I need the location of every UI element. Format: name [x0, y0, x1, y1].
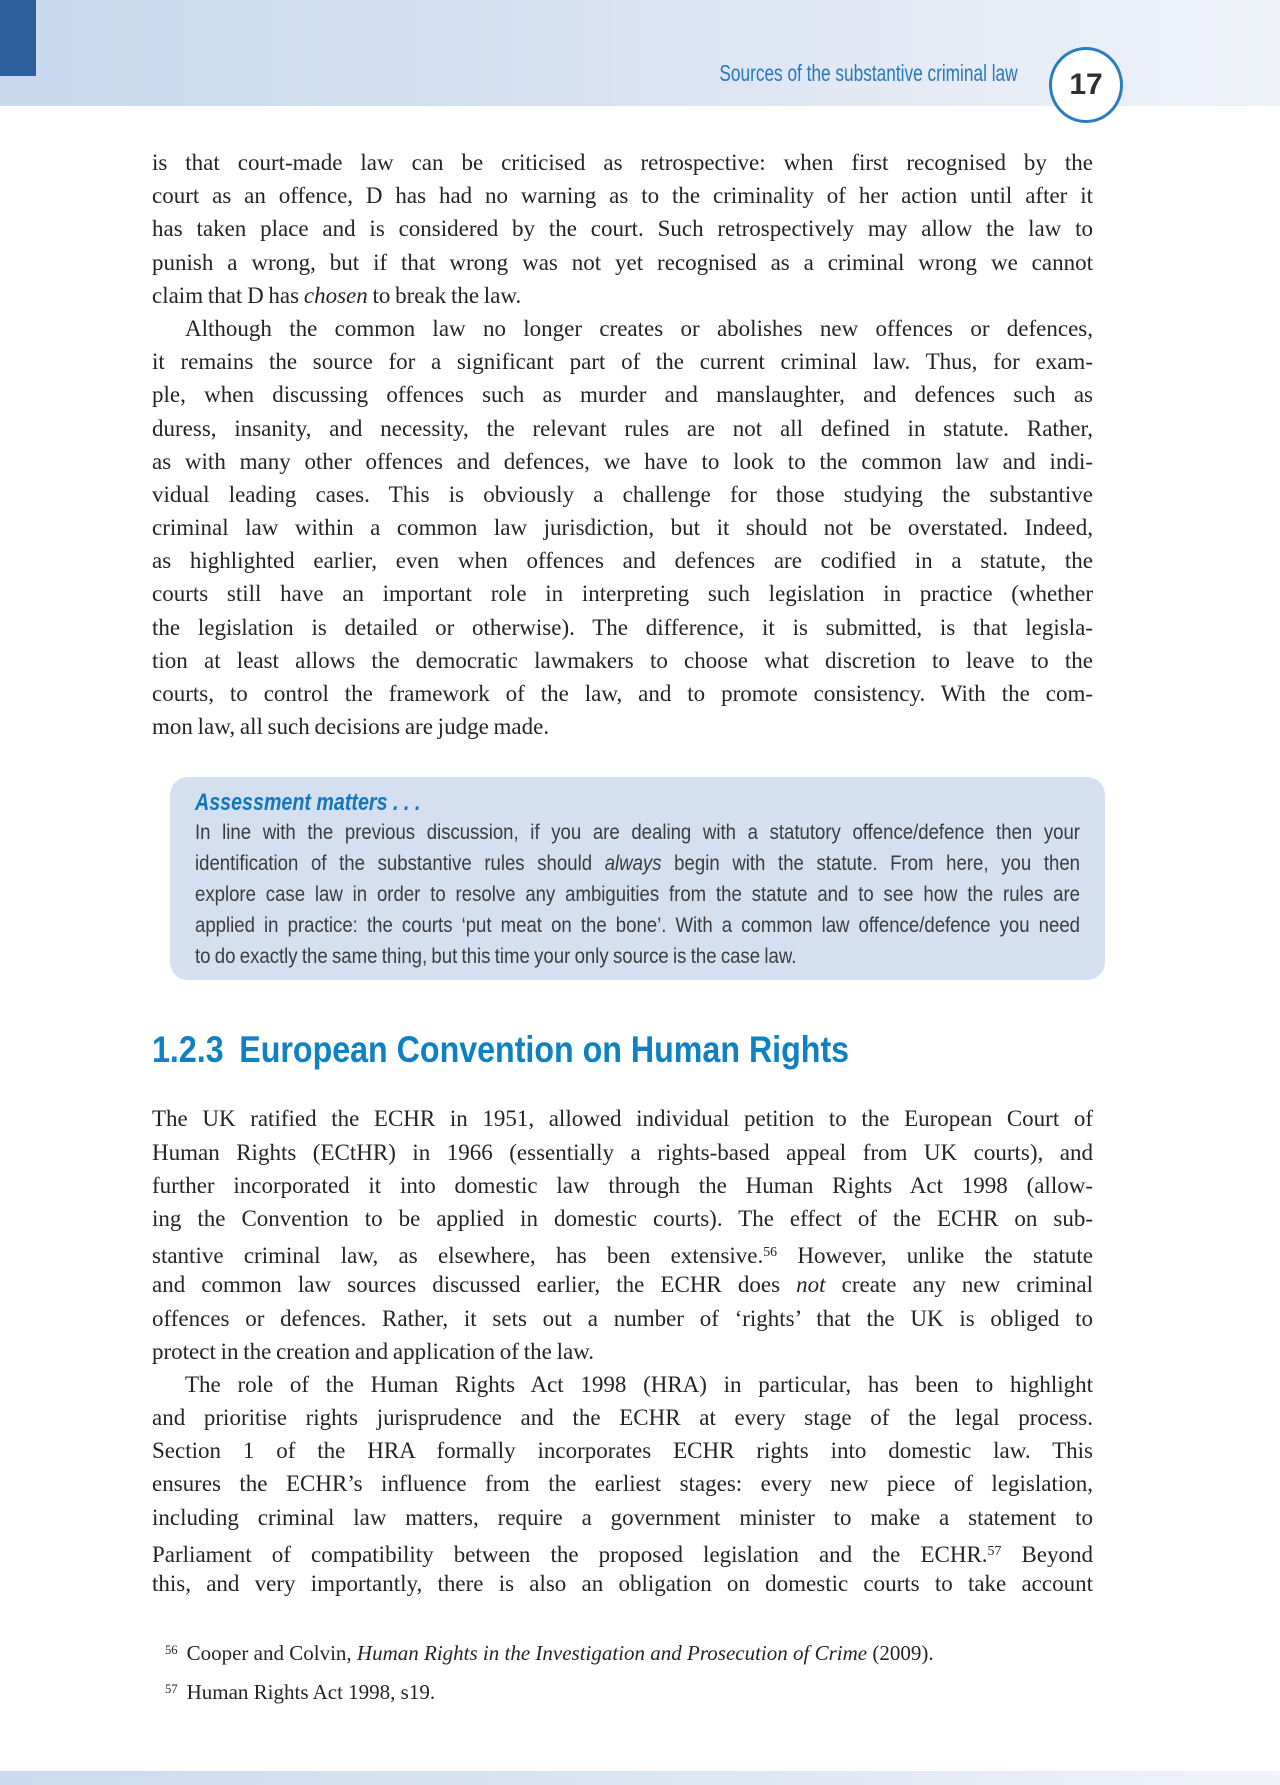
footnote-number: 56 [165, 1643, 178, 1658]
footnote-number: 57 [165, 1682, 178, 1697]
footnote-text: Human Rights Act 1998, s19. [186, 1680, 436, 1705]
page-header [0, 0, 1280, 106]
section-heading [152, 1028, 971, 1072]
text-line: stantive criminal law, as elsewhere, has been extensive.$^{56}$ However, unlike the statute [152, 1243, 1093, 1269]
text-line: courts, to control the framework of the law, and to promote consistency. With the com- [152, 681, 1093, 706]
text-line: claim that D has chosen to break the law. [152, 282, 522, 308]
text-line: The UK ratified the ECHR in 1951, allowed individual petition to the European Court of [152, 1106, 1093, 1132]
footnote [165, 1671, 1093, 1710]
text-line: ple, when discussing offences such as murder and manslaughter, and defences such as [152, 382, 1093, 408]
text-line: and prioritise rights jurisprudence and the ECHR at every stage of the legal process. [152, 1405, 1093, 1431]
bottom-page-edge [0, 1771, 1280, 1785]
text-line: court as an offence, D has had no warning as to the criminality of her action until after it [152, 183, 1093, 209]
text-line: mon law, all such decisions are judge made. [152, 714, 550, 740]
text-line: duress, insanity, and necessity, the relevant rules are not all defined in statute. Rather, [152, 415, 1093, 441]
text-line: criminal law within a common law jurisdiction, but it should not be overstated. Indeed, [152, 515, 1093, 541]
text-line: punish a wrong, but if that wrong was not yet recognised as a criminal wrong we cannot [152, 249, 1093, 275]
text-line: In line with the previous discussion, if you are dealing with a statutory offence/defence then your [195, 821, 1080, 845]
text-line: explore case law in order to resolve any ambiguities from the statute and to see how the rules are [195, 883, 1080, 907]
paragraph [152, 312, 1093, 743]
text-line: is that court-made law can be criticised as retrospective: when first recognised by the [152, 150, 1093, 175]
body-text-block-2 [152, 1102, 1093, 1600]
body-text-block-1 [152, 146, 1093, 743]
section-number: 1.2.3 [152, 1029, 224, 1071]
footnotes [165, 1632, 1093, 1710]
text-line: Section 1 of the HRA formally incorporates ECHR rights into domestic law. This [152, 1438, 1093, 1464]
text-line: as highlighted earlier, even when offences and defences are codified in a statute, the [152, 548, 1093, 574]
text-line: offences or defences. Rather, it sets out a number of ‘rights’ that the UK is obliged to [152, 1305, 1093, 1331]
assessment-box-title: Assessment matters . . . [195, 789, 421, 817]
text-line: and common law sources discussed earlier, the ECHR does not create any new criminal [152, 1272, 1093, 1298]
text-line: this, and very importantly, there is also an obligation on domestic courts to take account [152, 1571, 1093, 1596]
text-line: vidual leading cases. This is obviously a challenge for those studying the substantive [152, 481, 1093, 507]
text-line: tion at least allows the democratic lawmakers to choose what discretion to leave to the [152, 647, 1093, 673]
assessment-box-body [195, 817, 1105, 972]
footnote-text: Cooper and Colvin, Human Rights in the Investigation and Prosecution of Crime (2009). [186, 1641, 934, 1666]
section-title: European Convention on Human Rights [239, 1029, 850, 1071]
footnote [165, 1632, 1093, 1671]
text-line: has taken place and is considered by the court. Such retrospectively may allow the law to [152, 216, 1093, 242]
paragraph [152, 1102, 1093, 1368]
paragraph [152, 1368, 1093, 1600]
text-column [152, 106, 1093, 1710]
text-line: applied in practice: the courts ‘put meat on the bone’. With a common law offence/defence you need [195, 914, 1080, 938]
text-line: Although the common law no longer creates or abolishes new offences or defences, [185, 315, 1093, 341]
assessment-matters-box [170, 777, 1105, 980]
chapter-edge-tab [0, 0, 36, 76]
paragraph [152, 146, 1093, 312]
text-line: further incorporated it into domestic law through the Human Rights Act 1998 (allow- [152, 1172, 1093, 1198]
running-title: Sources of the substantive criminal law [719, 60, 1018, 86]
text-line: it remains the source for a significant part of the current criminal law. Thus, for exam- [152, 349, 1093, 375]
text-line: to do exactly the same thing, but this time your only source is the case law. [195, 945, 797, 969]
text-line: ensures the ECHR’s influence from the earliest stages: every new piece of legislation, [152, 1471, 1093, 1497]
text-line: including criminal law matters, require a government minister to make a statement to [152, 1504, 1093, 1530]
text-line: Parliament of compatibility between the proposed legislation and the ECHR.$^{57}$ Beyond [152, 1541, 1093, 1567]
text-line: as with many other offences and defences, we have to look to the common law and indi- [152, 448, 1093, 474]
text-line: identification of the substantive rules should always begin with the statute. From here, you then [195, 852, 1080, 876]
text-line: ing the Convention to be applied in domestic courts). The effect of the ECHR on sub- [152, 1205, 1093, 1231]
page-number: 17 [1069, 68, 1103, 101]
text-line: Human Rights (ECtHR) in 1966 (essentially a rights-based appeal from UK courts), and [152, 1139, 1093, 1165]
text-line: the legislation is detailed or otherwise). The difference, it is submitted, is that legisla- [152, 614, 1093, 640]
text-line: The role of the Human Rights Act 1998 (HRA) in particular, has been to highlight [185, 1371, 1093, 1397]
text-line: courts still have an important role in interpreting such legislation in practice (whether [152, 581, 1093, 607]
text-line: protect in the creation and application of the law. [152, 1338, 595, 1364]
